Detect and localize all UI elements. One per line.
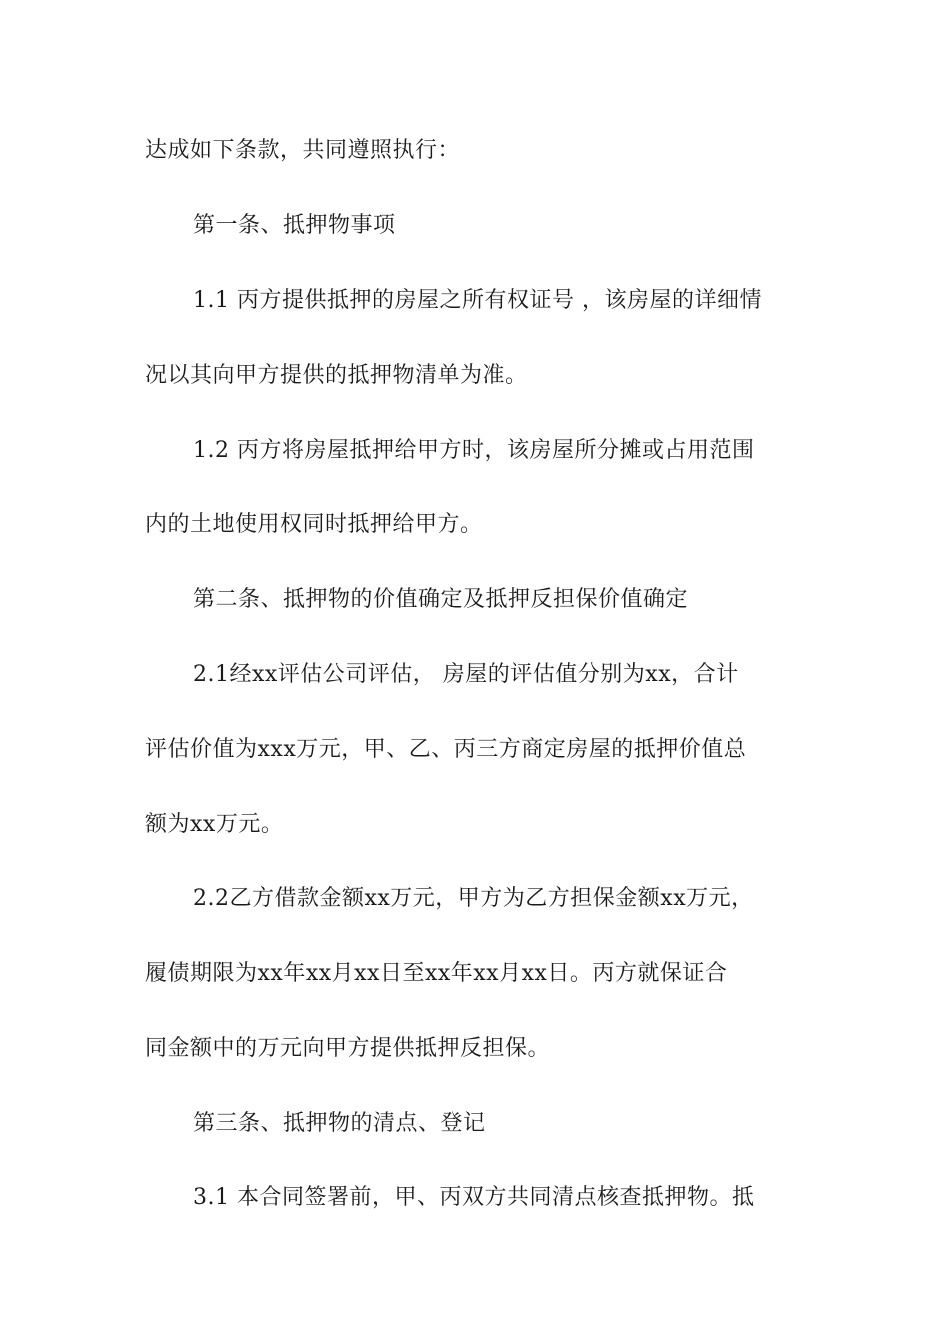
clause-text: 2.2乙方借款金额xx万元，甲方为乙方担保金额xx万元， bbox=[193, 886, 754, 911]
article-heading: 第三条、抵押物的清点、登记 bbox=[193, 1111, 486, 1136]
clause-text: 1.1 丙方提供抵押的房屋之所有权证号 ，该房屋的详细情 bbox=[193, 288, 762, 313]
text-line: 达成如下条款，共同遵照执行： bbox=[145, 138, 461, 163]
clause-text: 3.1 本合同签署前，甲、丙双方共同清点核查抵押物。抵 bbox=[193, 1185, 755, 1210]
text-line: 履债期限为xx年xx月xx日至xx年xx月xx日。丙方就保证合 bbox=[145, 961, 728, 986]
article-heading: 第一条、抵押物事项 bbox=[193, 213, 396, 238]
text-line: 内的土地使用权同时抵押给甲方。 bbox=[145, 512, 483, 537]
text-line: 同金额中的万元向甲方提供抵押反担保。 bbox=[145, 1036, 551, 1061]
text-line: 况以其向甲方提供的抵押物清单为准。 bbox=[145, 363, 528, 388]
clause-text: 2.1经xx评估公司评估， 房屋的评估值分别为xx，合计 bbox=[193, 662, 739, 687]
text-line: 额为xx万元。 bbox=[145, 812, 284, 837]
article-heading: 第二条、抵押物的价值确定及抵押反担保价值确定 bbox=[193, 587, 689, 612]
text-line: 评估价值为xxx万元，甲、乙、丙三方商定房屋的抵押价值总 bbox=[145, 737, 747, 762]
clause-text: 1.2 丙方将房屋抵押给甲方时，该房屋所分摊或占用范围 bbox=[193, 438, 755, 463]
